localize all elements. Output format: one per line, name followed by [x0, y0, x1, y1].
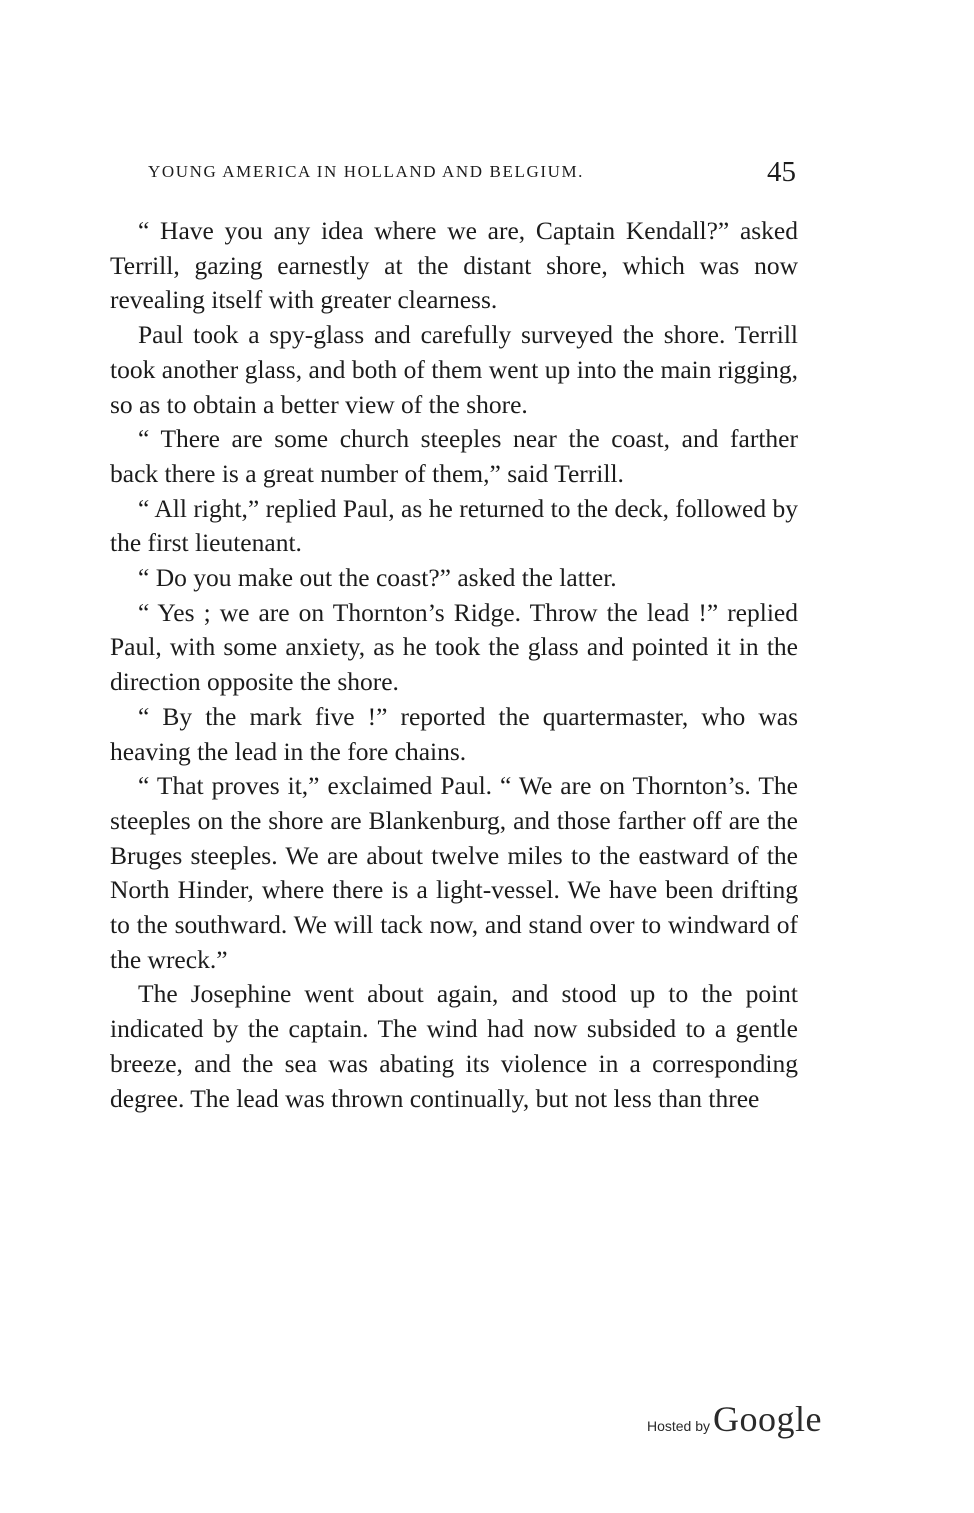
- google-logo-text: Google: [713, 1399, 822, 1439]
- page-number: 45: [767, 156, 796, 188]
- paragraph: The Josephine went about again, and stood up to the point indicated by the captain. The wind had now subsided to a gentle breeze, and the sea was abating its violence in a corresponding degree. The lead was thrown continually, but not less than three: [110, 979, 798, 1113]
- hosted-by-label: Hosted by: [646, 1418, 711, 1434]
- paragraph: “ There are some church steeples near the coast, and farther back there is a great number of them,” said Terrill.: [110, 424, 798, 488]
- paragraph: “ That proves it,” exclaimed Paul. “ We are on Thornton’s. The steeples on the shore are Blankenburg, and those farther off are the Bruges steeples. We are about twelve miles to the eastward of the North Hinder, where there is a light-vessel. We have been drifting to the southward. We will tack now, and stand over to windward of the wreck.”: [110, 771, 798, 974]
- body-text: [110, 214, 798, 1116]
- paragraph: “ Do you make out the coast?” asked the latter.: [138, 563, 617, 593]
- paragraph: “ Yes ; we are on Thornton’s Ridge. Throw the lead !” replied Paul, with some anxiety, as he took the glass and pointed it in the direction opposite the shore.: [110, 597, 798, 697]
- paragraph: Paul took a spy-glass and carefully surveyed the shore. Terrill took another glass, and both of them went up into the main rigging, so as to obtain a better view of the shore.: [110, 320, 798, 419]
- running-title: YOUNG AMERICA IN HOLLAND AND BELGIUM.: [148, 162, 585, 181]
- paragraph: “ All right,” replied Paul, as he returned to the deck, followed by the first lieutenant.: [110, 493, 798, 558]
- paragraph: “ Have you any idea where we are, Captain Kendall?” asked Terrill, gazing earnestly at the distant shore, which was now revealing itself with greater clearness.: [110, 216, 798, 315]
- paragraph: “ By the mark five !” reported the quartermaster, who was heaving the lead in the fore chains.: [110, 701, 798, 766]
- hosted-by-google-credit: [647, 1398, 822, 1442]
- running-head: [112, 156, 802, 190]
